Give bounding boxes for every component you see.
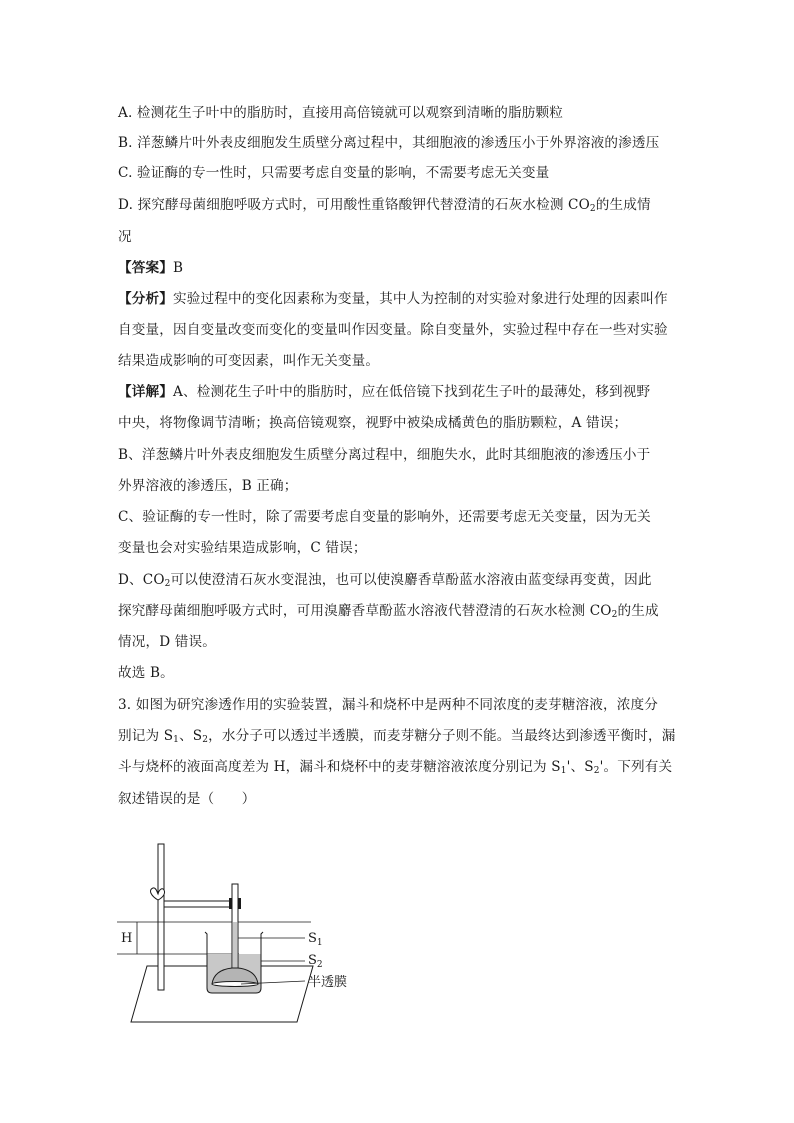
option-b: B. 洋葱鳞片叶外表皮细胞发生质壁分离过程中，其细胞液的渗透压小于外界溶液的渗透压 — [118, 135, 660, 151]
analysis-line-2: 自变量，因自变量改变而变化的变量叫作因变量。除自变量外，实验过程中存在一些对实验 — [118, 322, 668, 338]
detail-label: 【详解】 — [118, 384, 173, 400]
clamp-arm — [164, 901, 232, 907]
option-d-text: D. 探究酵母菌细胞呼吸方式时，可用酸性重铬酸钾代替澄清的石灰水检测 CO — [118, 197, 590, 213]
detail-line-4: 外界溶液的渗透压，B 正确； — [118, 478, 298, 494]
detail-line-3: B、洋葱鳞片叶外表皮细胞发生质壁分离过程中，细胞失水，此时其细胞液的渗透压小于 — [118, 447, 651, 463]
option-c: C. 验证酶的专一性时，只需要考虑自变量的影响，不需要考虑无关变量 — [118, 165, 550, 181]
q3-text-b: 、S — [179, 728, 203, 744]
option-d — [118, 196, 651, 214]
subscript: 1 — [560, 766, 567, 776]
subscript: 2 — [611, 610, 618, 620]
detail-line-6: 变量也会对实验结果造成影响，C 错误； — [118, 540, 367, 556]
label-s1: $S_1$ — [308, 931, 323, 948]
detail-line-2: 中央，将物像调节清晰；换高倍镜观察，视野中被染成橘黄色的脂肪颗粒，A 错误； — [118, 415, 628, 431]
detail-text: A、检测花生子叶中的脂肪时，应在低倍镜下找到花生子叶的最薄处，移到视野 — [172, 384, 651, 400]
semipermeable-membrane — [212, 982, 258, 987]
subscript: 2 — [593, 766, 600, 776]
detail-line-5: C、验证酶的专一性时，除了需要考虑自变量的影响外，还需要考虑无关变量，因为无关 — [118, 509, 651, 525]
osmosis-apparatus-diagram — [115, 838, 375, 1038]
stand-pole — [158, 844, 164, 990]
answer-value: B — [172, 260, 184, 276]
q3-line-2 — [118, 727, 675, 745]
option-d-text-end: 的生成情 — [595, 197, 651, 213]
conclusion: 故选 B。 — [118, 665, 174, 681]
detail-line-7 — [118, 571, 652, 589]
subscript: 2 — [589, 204, 596, 214]
q3-line-4: 叙述错误的是（ ） — [118, 791, 256, 807]
q3-text-c: ，水分子可以透过半透膜，而麦芽糖分子则不能。当最终达到渗透平衡时，漏 — [208, 728, 676, 744]
label-membrane: 半透膜 — [308, 975, 348, 990]
label-h: H — [121, 931, 133, 946]
analysis-text: 实验过程中的变化因素称为变量，其中人为控制的对实验对象进行处理的因素叫作 — [172, 291, 668, 307]
detail-line-9: 情况，D 错误。 — [118, 634, 216, 650]
detail-8-text: 探究酵母菌细胞呼吸方式时，可用溴麝香草酚蓝水溶液代替澄清的石灰水检测 CO — [118, 603, 612, 619]
funnel-tube-liquid — [233, 922, 237, 974]
analysis-line-3: 结果造成影响的可变因素，叫作无关变量。 — [118, 353, 380, 369]
detail-7-text-end: 可以使澄清石灰水变混浊，也可以使溴麝香草酚蓝水溶液由蓝变绿再变黄，因此 — [170, 572, 652, 588]
q3-text-b: '、S — [566, 759, 594, 775]
q3-text-c: '。下列有关 — [599, 759, 673, 775]
q3-text-a: 斗与烧杯的液面高度差为 H，漏斗和烧杯中的麦芽糖溶液浓度分别记为 S — [118, 759, 561, 775]
detail-7-text: D、CO — [118, 572, 165, 588]
option-a: A. 检测花生子叶中的脂肪时，直接用高倍镜就可以观察到清晰的脂肪颗粒 — [118, 105, 563, 121]
answer-line — [118, 259, 183, 277]
answer-label: 【答案】 — [118, 260, 173, 276]
q3-text-a: 别记为 S — [118, 728, 174, 744]
q3-line-1: 3. 如图为研究渗透作用的实验装置，漏斗和烧杯中是两种不同浓度的麦芽糖溶液，浓度分 — [118, 697, 659, 713]
subscript: 2 — [202, 735, 209, 745]
detail-line-1 — [118, 383, 650, 401]
q3-line-3 — [118, 758, 672, 776]
subscript: 2 — [164, 579, 171, 589]
detail-line-8 — [118, 602, 659, 620]
analysis-line-1 — [118, 290, 668, 308]
subscript: 1 — [173, 735, 180, 745]
label-s2: $S_2$ — [308, 953, 323, 970]
analysis-label: 【分析】 — [118, 291, 173, 307]
detail-8-text-end: 的生成 — [617, 603, 659, 619]
option-d-continuation: 况 — [118, 229, 132, 245]
